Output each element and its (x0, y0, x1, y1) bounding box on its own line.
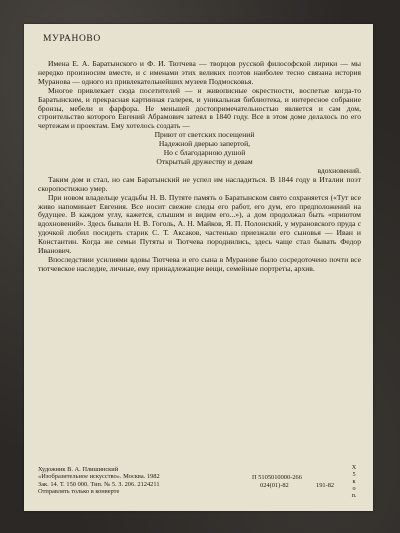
paragraph: При новом владельце усадьбы Н. В. Путяте память о Баратынском свято сохраняется («Тут все живо напоминает Евгения. Все носит свежие следы его работ, его дум, его предположений на будущее. В каждом углу, кажется, слышим и видим его...»), а дом продолжал быть «приютом вдохновений». Здесь бывали Н. В. Гоголь, А. Н. Майков, Я. П. Полонский, у мурановского пруда с удочкой любил посидеть старик С. Т. Аксаков, частенько приезжали его сыновья — Иван и Константин. Когда же семьи Путяты и Тютчева породнились, здесь чаще стал бывать Федор Иванович. (38, 192, 361, 256)
price-code: 191-82 (316, 482, 335, 489)
pub-code: 5105010000-266 (258, 474, 302, 481)
postcard-back (24, 24, 373, 511)
colophon-line: «Изобразительное искусство». Москва. 1982 (38, 473, 160, 481)
side-mark (349, 464, 359, 499)
poem-line: Но с благодарною душой (163, 148, 246, 158)
pub-code-prefix: П (252, 474, 257, 481)
side-mark-char: о (352, 485, 356, 492)
poem-quote (38, 131, 361, 176)
side-mark-char: 5 (352, 471, 356, 478)
poem-line: Открытый дружеству и девам (156, 156, 253, 166)
pub-code-line: 024(01)-82 (260, 481, 289, 489)
page-title: МУРАНОВО (43, 34, 101, 44)
poem-line: Надежной дверью запертой, (158, 139, 251, 149)
publication-colophon (38, 466, 248, 496)
poem-line: вдохновений. (317, 165, 361, 175)
side-mark-char: п. (351, 492, 357, 499)
paragraph: Многое привлекает сюда посетителей — и живописные окрестности, воспетые когда-то Баратынским, и прекрасная картинная галерея, и уникальная библиотека, и интересное собрание бронзы, мебели и фарфора. Не меньшей достопримечательностью является и сам дом, строительство которого Евгений Абрамович затеял в 1840 году. Все в этом доме делалось по его чертежам и проектам. Ему хотелось создать — (38, 85, 361, 131)
side-mark-char: Х (351, 464, 357, 471)
paragraph: Впоследствии усилиями вдовы Тютчева и его сына в Муранове было сосредоточено почти все тютчевское наследие, личные, ему принадлежащие вещи, семейные портреты, архив. (38, 254, 361, 273)
colophon-line: Художник В. А. Плишинский (38, 466, 119, 473)
colophon-line: Зак. 14. Т. 150 000. Тип. № 5. З. 206. 2124211 (38, 480, 160, 488)
pub-code-line (252, 474, 342, 482)
paragraph: Имена Е. А. Баратынского и Ф. И. Тютчева — творцов русской философской лирики — мы нередко произносим вместе, и с именами этих великих поэтов наиболее тесно связана история Муранова — одного из привлекательнейших музеев Подмосковья. (38, 59, 361, 86)
poem-line: Приют от светских посещений (154, 130, 255, 140)
colophon-line: Отправлять только в конверте (38, 488, 120, 496)
card-content (38, 24, 361, 511)
body-text (38, 60, 361, 274)
paragraph: Таким дом и стал, но сам Баратынский не успел им насладиться. В 1844 году в Италии поэт скоропостижно умер. (38, 174, 361, 193)
side-mark-char: к (352, 478, 356, 485)
